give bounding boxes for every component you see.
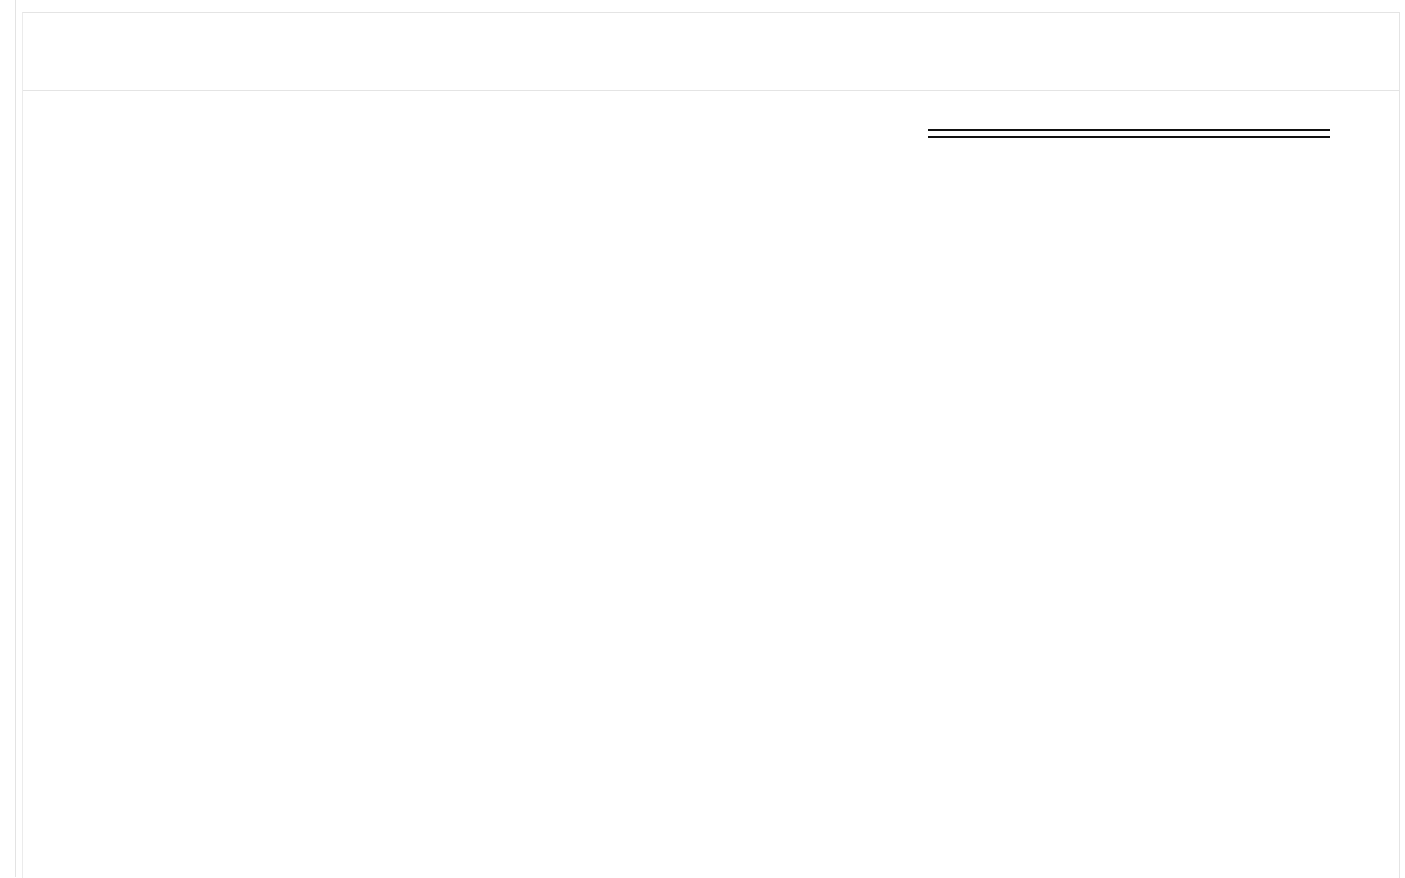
param-table-body bbox=[928, 131, 1330, 138]
analysis-result-card bbox=[22, 12, 1400, 878]
parameter-table bbox=[928, 102, 1330, 138]
ecg-chart bbox=[73, 111, 901, 861]
card-body bbox=[23, 91, 1399, 878]
card-header bbox=[23, 13, 1399, 91]
ecg-report-paper bbox=[73, 111, 901, 861]
table-header-row bbox=[928, 102, 1330, 131]
page-title bbox=[23, 13, 1399, 39]
page-left-divider bbox=[15, 0, 16, 877]
